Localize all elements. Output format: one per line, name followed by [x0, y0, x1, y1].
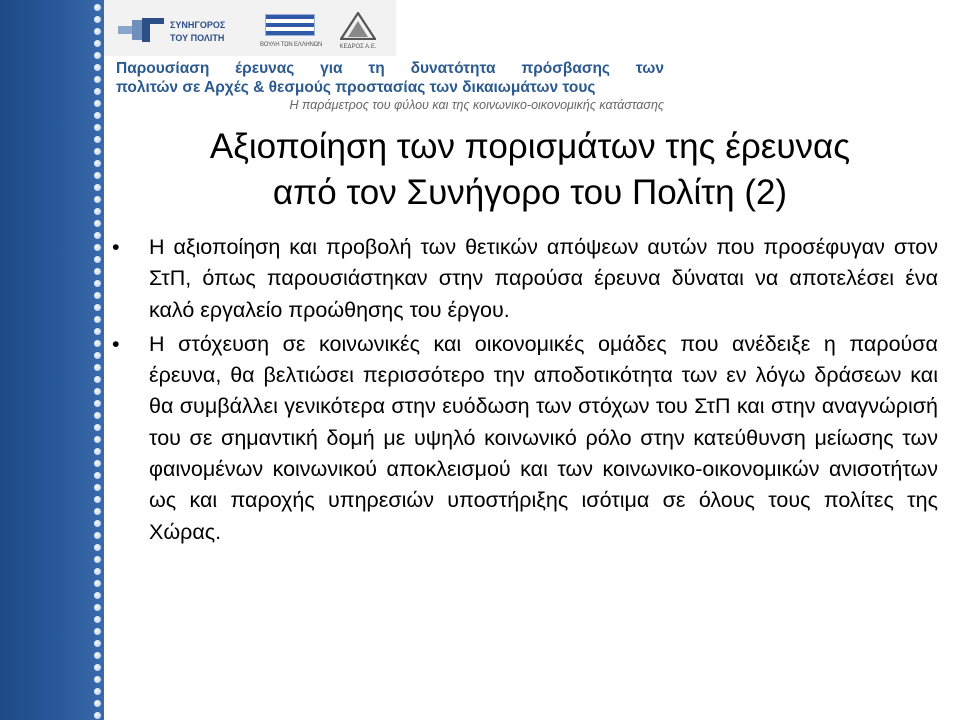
band-dot [94, 268, 101, 275]
band-dot [94, 712, 101, 719]
band-dot [94, 64, 101, 71]
band-dot [94, 280, 101, 287]
band-dot [94, 388, 101, 395]
vouli-caption: ΒΟΥΛΗ ΤΩΝ ΕΛΛΗΝΩΝ [260, 42, 323, 48]
band-dot [94, 400, 101, 407]
band-dot [94, 4, 101, 11]
synigoros-logo-icon [118, 16, 166, 44]
band-dot [94, 676, 101, 683]
band-dot [94, 412, 101, 419]
band-dot [94, 112, 101, 119]
band-dot [94, 532, 101, 539]
band-dot [94, 592, 101, 599]
band-dot [94, 556, 101, 563]
band-dot [94, 508, 101, 515]
band-dot [94, 652, 101, 659]
kedros-triangle-icon [340, 12, 376, 40]
band-dot [94, 616, 101, 623]
band-dot [94, 328, 101, 335]
band-dot [94, 352, 101, 359]
band-dot [94, 568, 101, 575]
bullet-item [112, 329, 938, 548]
band-dot [94, 52, 101, 59]
slide-title-line-2: από τον Συνήγορο του Πολίτη (2) [272, 173, 788, 212]
band-dot [94, 436, 101, 443]
bullet-marker: • [112, 331, 120, 356]
subtitle-line-2: πολιτών σε Αρχές & θεσμούς προστασίας των δικαιωμάτων τους [116, 79, 596, 96]
band-dot [94, 544, 101, 551]
band-dot [94, 580, 101, 587]
slide-title [110, 124, 950, 216]
band-dot [94, 220, 101, 227]
band-dot [94, 316, 101, 323]
bullet-text: Η στόχευση σε κοινωνικές και οικονομικές ομάδες που ανέδειξε η παρούσα έρευνα, θα βελτιώσει περισσότερο την αποδοτικότητα των εν λόγω δράσεων και θα συμβάλλει γενικότερα στην ευόδωση των στόχων του ΣτΠ και στην αναγνώρισή του σε σημαντική δομή με υψηλό κοινωνικό ρόλο στην κατεύθυνση μείωσης των φαινομένων κοινωνικού αποκλεισμού και των κοινωνικο-οικονομικών ανισοτήτων ως και παροχής υπηρεσιών υποστήριξης ισότιμα σε όλους τους πολίτες της Χώρας. [149, 331, 938, 544]
band-dot [94, 232, 101, 239]
slide-title-line-1: Αξιοποίηση των πορισμάτων της έρευνας [209, 127, 851, 166]
band-dot [94, 472, 101, 479]
greek-flag-icon [265, 14, 315, 36]
dot-column [93, 0, 103, 720]
synigoros-logo [118, 14, 238, 50]
band-dot [94, 424, 101, 431]
band-dot [94, 628, 101, 635]
band-dot [94, 100, 101, 107]
bullet-list [112, 232, 938, 551]
band-dot [94, 340, 101, 347]
band-dot [94, 88, 101, 95]
band-dot [94, 688, 101, 695]
band-dot [94, 16, 101, 23]
band-dot [94, 664, 101, 671]
band-dot [94, 196, 101, 203]
band-dot [94, 376, 101, 383]
band-dot [94, 244, 101, 251]
kedros-caption: ΚΕΔΡΟΣ Α.Ε. [339, 44, 377, 50]
band-dot [94, 208, 101, 215]
band-dot [94, 124, 101, 131]
band-dot [94, 184, 101, 191]
band-dot [94, 292, 101, 299]
band-dot [94, 496, 101, 503]
vouli-logo [260, 12, 323, 52]
band-dot [94, 460, 101, 467]
left-decorative-band [0, 0, 104, 720]
bullet-marker: • [112, 235, 120, 259]
band-dot [94, 640, 101, 647]
kedros-logo [336, 12, 380, 54]
band-dot [94, 520, 101, 527]
logo-strip [104, 0, 396, 56]
band-dot [94, 604, 101, 611]
band-dot [94, 304, 101, 311]
subtitle-line-1: Παρουσίαση έρευνας για τη δυνατότητα πρόσβασης των [116, 60, 664, 77]
bullet-text: Η αξιοποίηση και προβολή των θετικών απόψεων αυτών που προσέφυγαν στον ΣτΠ, όπως παρουσιάστηκαν στην παρούσα έρευνα δύναται να αποτελέσει ένα καλό εργαλείο προώθησης του έργου. [149, 235, 938, 322]
band-dot [94, 484, 101, 491]
synigoros-logo-text: ΣΥΝΗΓΟΡΟΣ ΤΟΥ ΠΟΛΙΤΗ [170, 20, 226, 43]
band-dot [94, 160, 101, 167]
band-dot [94, 256, 101, 263]
band-dot [94, 136, 101, 143]
subtitle-line-3: Η παράμετρος του φύλου και της κοινωνικο-οικονομικής κατάστασης [289, 98, 664, 112]
band-dot [94, 700, 101, 707]
band-dot [94, 448, 101, 455]
band-dot [94, 364, 101, 371]
band-dot [94, 148, 101, 155]
band-dot [94, 172, 101, 179]
presentation-subtitle [116, 59, 664, 113]
band-dot [94, 28, 101, 35]
band-dot [94, 40, 101, 47]
bullet-item [112, 232, 938, 326]
band-dot [94, 76, 101, 83]
